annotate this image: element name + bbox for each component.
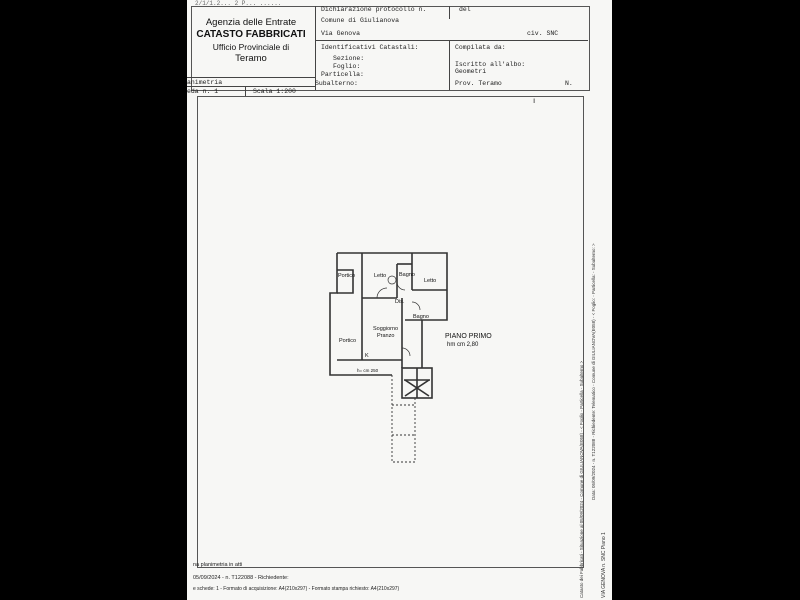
footer-line-1: na planimetria in atti xyxy=(193,562,243,568)
identificativi-label: Identificativi Catastali: xyxy=(321,44,419,51)
side-text-via: VIA GENOVA n. SNC Piano 1 xyxy=(601,532,607,598)
subheader-divider xyxy=(245,86,246,96)
floor-plan-drawing xyxy=(317,240,527,470)
agency-office: Ufficio Provinciale di xyxy=(212,42,290,52)
room-label-bagno-1: Bagno xyxy=(399,272,415,278)
room-label-dis: Dis. xyxy=(395,299,405,305)
subalterno-label: Subalterno: xyxy=(315,80,358,87)
via-text: Via Genova xyxy=(321,30,361,37)
side-text-bottom: Catasto dei Fabbricati - Situazione al 05/09/2024 - Comune di GIULIANOVA(E058) - < Foglio - Particella - Subalterno > xyxy=(579,360,584,598)
agency-department: CATASTO FABBRICATI xyxy=(196,29,306,40)
room-label-k: K xyxy=(365,353,369,359)
north-tick: ı xyxy=(533,96,536,105)
header-divider-del xyxy=(449,6,450,19)
agency-block xyxy=(191,17,311,65)
civ-text: civ. SNC xyxy=(527,30,559,37)
room-label-portico-top: Portico xyxy=(338,273,356,279)
room-label-portico-bottom: Portico xyxy=(339,338,357,344)
subheader-mid-line xyxy=(187,86,315,87)
room-label-pranzo: Pranzo xyxy=(377,333,395,339)
n-label: N. xyxy=(565,80,573,87)
agency-name: Agenzia delle Entrate xyxy=(205,17,297,28)
declaration-label: Dichiarazione protocollo n. xyxy=(321,6,427,13)
iscritto-label: Iscritto all'albo: xyxy=(455,61,526,68)
room-label-letto-1: Letto xyxy=(374,273,387,279)
scheda-label: eda n. 1 xyxy=(187,88,219,95)
geometri-text: Geometri xyxy=(455,68,487,75)
particella-label: Particella: xyxy=(321,71,364,78)
room-label-soggiorno: Soggiorno xyxy=(373,326,399,332)
cadastral-document-page xyxy=(187,0,612,600)
header-divider-left xyxy=(315,6,316,90)
agency-province: Teramo xyxy=(235,53,267,64)
footer-line-3: e schede: 1 - Formato di acquisizione: A4(210x297) - Formato stampa richiesto: A4(210x297) xyxy=(193,586,400,592)
foglio-label: Foglio: xyxy=(333,63,361,70)
compilata-label: Compilata da: xyxy=(455,44,506,51)
del-label: del xyxy=(459,6,471,13)
sezione-label: Sezione: xyxy=(333,55,365,62)
comune-text: Comune di Giulianova xyxy=(321,17,400,24)
floor-height-label: hm cm 2,80 xyxy=(447,342,479,348)
room-label-height-low: h= cm 250 xyxy=(357,368,379,373)
room-label-bagno-2: Bagno xyxy=(413,314,429,320)
header-divider-h1 xyxy=(315,40,588,41)
subheader-top-line xyxy=(187,77,315,78)
side-text-top: Data: 05/09/2024 - n. T122088 - Richiedente: Telematico - Comune di GIULIANOVA(E058) - < Foglio: - Particella: - Subalterno: > xyxy=(591,243,596,500)
floor-label: PIANO PRIMO xyxy=(445,333,492,340)
header-divider-right xyxy=(449,40,450,90)
header-top-fragment: 2/1/1.2... 2 P... ...... xyxy=(195,0,282,7)
footer-line-2: 05/09/2024 - n. T122088 - Richiedente: xyxy=(193,575,289,581)
room-label-letto-2: Letto xyxy=(424,278,437,284)
scala-label: Scala 1:200 xyxy=(253,88,296,95)
planimetria-label: animetria xyxy=(187,79,223,86)
prov-text: Prov. Teramo xyxy=(455,80,502,87)
